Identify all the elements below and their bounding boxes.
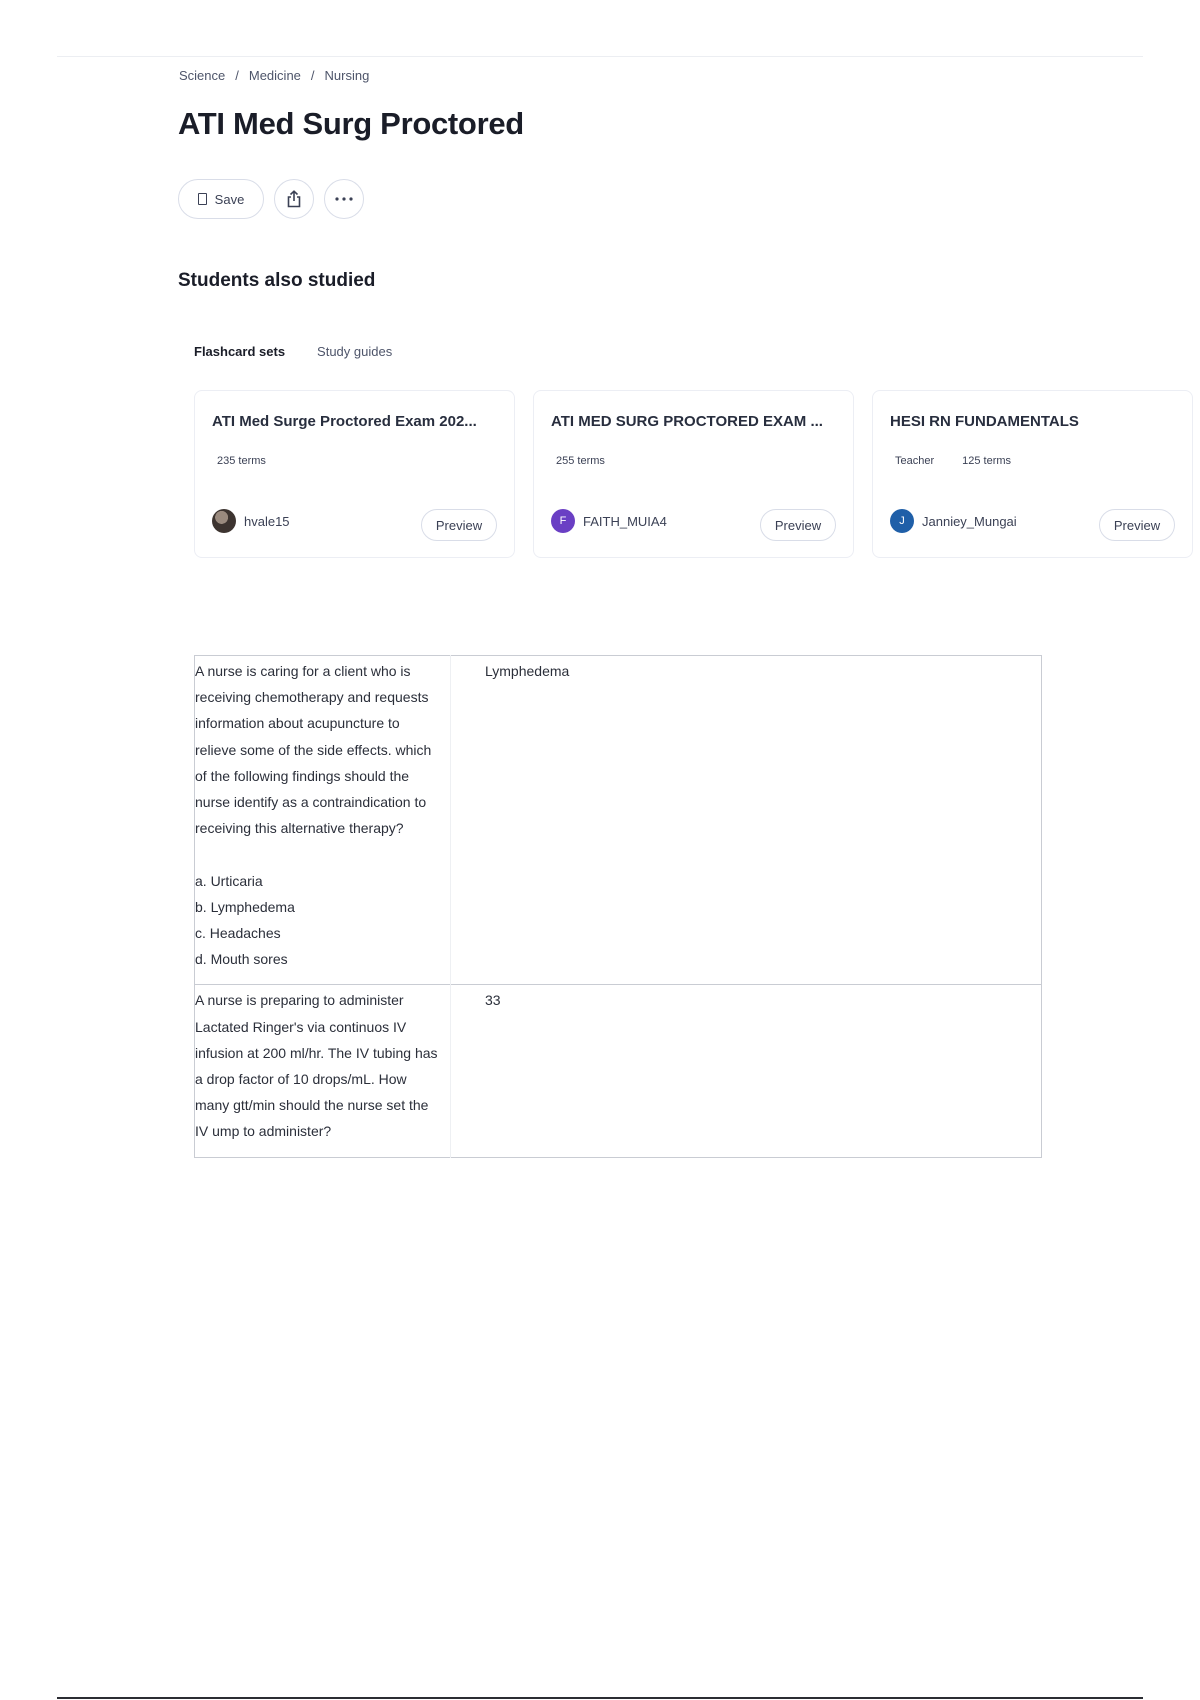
author-name: Janniey_Mungai <box>922 513 1017 529</box>
share-button[interactable] <box>274 179 314 219</box>
preview-button[interactable]: Preview <box>760 509 836 541</box>
card-title: ATI MED SURG PROCTORED EXAM ... <box>551 413 823 430</box>
card-title: HESI RN FUNDAMENTALS <box>890 413 1079 430</box>
answer-cell: 33 <box>451 985 1042 1157</box>
study-tabs <box>194 344 392 359</box>
more-options-button[interactable] <box>324 179 364 219</box>
preview-button[interactable]: Preview <box>421 509 497 541</box>
table-row <box>195 985 1042 1157</box>
study-set-card[interactable] <box>533 390 854 558</box>
save-label: Save <box>214 191 245 207</box>
author-name: FAITH_MUIA4 <box>583 513 667 529</box>
avatar <box>212 509 236 533</box>
card-author[interactable] <box>212 509 290 533</box>
flashcard-table <box>194 655 1042 1158</box>
save-button[interactable] <box>178 179 264 219</box>
table-row <box>195 656 1042 985</box>
top-divider <box>57 56 1143 57</box>
avatar: J <box>890 509 914 533</box>
action-bar <box>178 179 364 219</box>
author-name: hvale15 <box>244 513 290 529</box>
card-terms: 255 terms <box>556 455 605 467</box>
card-meta <box>556 455 605 467</box>
study-set-card[interactable] <box>872 390 1193 558</box>
card-author[interactable] <box>551 509 667 533</box>
share-icon <box>286 190 302 208</box>
breadcrumb <box>179 68 369 83</box>
bookmark-icon <box>198 193 207 205</box>
avatar: F <box>551 509 575 533</box>
question-cell: A nurse is caring for a client who is receiving chemotherapy and requests information about acupuncture to relieve some of the side effects. which of the following findings should the nurse identify as a contraindication to receiving this alternative therapy? a. Urticaria b. Lymphedema c. Headaches d. Mouth sores <box>195 656 451 985</box>
section-title: Students also studied <box>178 270 376 291</box>
bottom-divider <box>57 1697 1143 1699</box>
question-cell: A nurse is preparing to administer Lactated Ringer's via continuos IV infusion at 200 ml/hr. The IV tubing has a drop factor of 10 drops/mL. How many gtt/min should the nurse set the IV ump to administer? <box>195 985 451 1157</box>
card-author[interactable] <box>890 509 1017 533</box>
breadcrumb-separator: / <box>235 68 239 83</box>
card-terms: 125 terms <box>962 455 1012 467</box>
breadcrumb-nursing[interactable]: Nursing <box>324 68 370 83</box>
card-title: ATI Med Surge Proctored Exam 202... <box>212 413 477 430</box>
page-title: ATI Med Surg Proctored <box>178 106 524 141</box>
card-meta <box>895 455 1011 467</box>
study-set-card[interactable] <box>194 390 515 558</box>
card-terms: 235 terms <box>217 455 266 467</box>
teacher-badge: Teacher <box>895 455 935 467</box>
breadcrumb-medicine[interactable]: Medicine <box>248 68 301 83</box>
preview-button[interactable]: Preview <box>1099 509 1175 541</box>
breadcrumb-science[interactable]: Science <box>179 68 226 83</box>
answer-cell: Lymphedema <box>485 663 570 679</box>
breadcrumb-separator: / <box>310 68 315 83</box>
tab-study-guides[interactable]: Study guides <box>317 344 393 359</box>
more-horizontal-icon <box>335 197 353 201</box>
tab-flashcard-sets[interactable]: Flashcard sets <box>194 344 286 359</box>
cards-carousel <box>194 390 1161 560</box>
card-meta <box>217 455 266 467</box>
